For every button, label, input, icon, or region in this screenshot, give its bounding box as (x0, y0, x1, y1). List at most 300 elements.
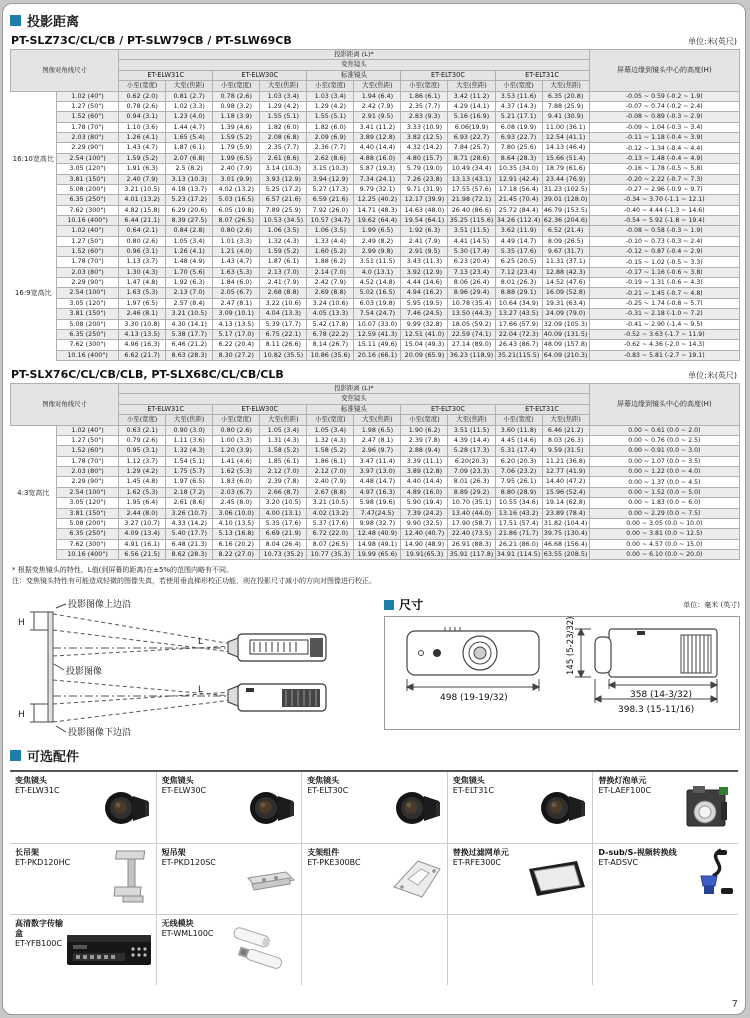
image-label: 投影图像 (66, 667, 103, 678)
dimensions-unit: 单位：毫米 (英寸) (683, 600, 740, 609)
distance-cell: 6.93 (22.7) (448, 133, 495, 143)
accessory-name: D-sub/S-视频转换线 (598, 848, 677, 858)
distance-cell: 4.41 (14.5) (448, 236, 495, 246)
projection-geometry-diagram (10, 596, 378, 738)
distance-cell: 3.30 (10.8) (119, 319, 166, 329)
distance-cell: 4.48 (14.7) (354, 477, 401, 487)
diagonal-cell: 2.03 (80") (57, 467, 119, 477)
h-range-cell: 0.00 ~ 1.37 (0.0 ~ 4.5) (589, 477, 739, 487)
table-row (11, 549, 740, 559)
distance-cell: 12.59 (41.3) (354, 329, 401, 339)
distance-cell: 1.26 (4.1) (166, 247, 213, 257)
distance-cell: 5.40 (17.7) (166, 529, 213, 539)
h-range-cell: -0.20 ~ 2.22 (-0.7 ~ 7.3) (589, 174, 739, 184)
distance-cell: 35.21(115.5) (495, 350, 542, 360)
distance-cell: 4.0 (13.1) (354, 267, 401, 277)
distance-cell: 4.40 (14.4) (354, 143, 401, 153)
distance-cell: 19.14 (62.8) (542, 498, 589, 508)
distance-cell: 1.06 (3.5) (260, 226, 307, 236)
distance-cell: 2.45 (8.0) (213, 498, 260, 508)
distance-cell: 31.23 (102.5) (543, 184, 588, 193)
distance-cell: 0.63 (2.1) (119, 425, 166, 435)
distance-cell: 8.71 (28.6) (448, 153, 495, 163)
distance-cell: 2.91 (9.5) (401, 247, 448, 257)
distance-cell: 4.01 (13.2) (119, 195, 166, 205)
distance-cell: 4.33 (14.2) (166, 518, 213, 528)
h-range-cell: 0.00 ~ 3.81 (0.0 ~ 12.5) (589, 529, 739, 539)
distance-cell: 2.35 (7.7) (401, 102, 448, 112)
diagonal-cell: 5.08 (200") (57, 319, 119, 329)
distance-cell: 1.23 (4.0) (166, 112, 213, 122)
distance-cell: 5.27 (17.3) (307, 184, 354, 194)
table-row (11, 436, 740, 446)
distance-cell: 7.95 (26.1) (495, 477, 542, 487)
distance-cell: 6.72 (22.0) (307, 529, 354, 539)
distance-cell: 4.09 (13.4) (119, 529, 166, 539)
distance-cell: 8.80 (28.9) (495, 487, 542, 497)
accessory-text (15, 919, 65, 983)
distance-cell: 14.52 (47.6) (542, 278, 589, 288)
distance-cell: 2.61 (8.6) (166, 498, 213, 508)
distance-cell: 1.06 (3.5) (307, 226, 354, 236)
distance-cell: 1.63 (5.3) (119, 288, 166, 298)
distance-cell: 5.21 (17.1) (495, 112, 542, 122)
footnote-2: 注：变焦镜头特性有可能造成轻微的图像失真，若使用垂直梯形校正功能，则在投影尺寸减小的方向对图像进行校正。 (12, 576, 376, 585)
diagonal-cell: 3.05 (120") (57, 164, 119, 174)
distance-cell: 0.81 (2.7) (166, 91, 213, 101)
distance-cell: 2.62 (8.6) (307, 153, 354, 163)
distance-cell: 1.43 (4.7) (119, 143, 166, 153)
distance-cell: 2.05 (6.7) (213, 288, 260, 298)
diagonal-cell: 2.29 (90") (57, 477, 119, 487)
h-range-cell: -0.27 ~ 2.96 (-0.9 ~ 9.7) (589, 184, 739, 194)
table-row (11, 446, 740, 456)
diagonal-cell: 1.02 (40") (57, 226, 119, 236)
distance-cell: 3.26 (10.7) (166, 508, 213, 518)
distance-cell: 8.09 (26.5) (542, 236, 589, 246)
distance-cell: 7.09 (23.3) (448, 467, 495, 477)
accessory-item (156, 914, 302, 985)
projection-distance-table-2 (10, 383, 740, 560)
distance-cell: 2.12 (7.0) (307, 467, 354, 477)
accessory-model: ET-YFB100C (15, 938, 62, 948)
distance-cell: 7.84 (25.7) (448, 143, 495, 153)
distance-cell: 4.82 (15.8) (119, 205, 166, 215)
table-row (11, 236, 740, 246)
dimensions-drawing (384, 616, 740, 730)
distance-cell: 23.89 (78.4) (542, 508, 589, 518)
distance-cell: 8.22 (27.0) (213, 549, 260, 559)
distance-cell: 3.94 (12.9) (307, 174, 354, 184)
distance-cell: 2.67 (8.8) (307, 487, 354, 497)
diagonal-cell: 1.52 (60") (57, 247, 119, 257)
distance-cell: 7.06 (23.2) (495, 467, 542, 477)
distance-cell: 8.06 (26.4) (448, 278, 495, 288)
accessory-text (162, 848, 216, 912)
table-row (11, 122, 740, 132)
distance-cell: 1.62 (5.3) (213, 467, 260, 477)
h-range-cell: -0.10 ~ 0.73 (-0.3 ~ 2.4) (589, 236, 739, 246)
distance-cell: 1.58 (5.2) (260, 446, 307, 456)
h-range-cell: -0.41 ~ 2.90 (-1.4 ~ 9.5) (589, 319, 739, 329)
distance-cell: 3.60 (11.8) (495, 425, 542, 435)
distance-cell: 17.51 (57.4) (495, 518, 542, 528)
distance-cell: 1.41 (4.6) (213, 456, 260, 466)
distance-cell: 5.90 (19.4) (401, 498, 448, 508)
diagonal-header: 图像对角线尺寸 (11, 50, 119, 92)
distance-cell: 2.39 (7.8) (401, 436, 448, 446)
table-row (11, 257, 740, 267)
distance-cell: 7.88 (25.9) (542, 102, 589, 112)
distance-cell: 3.06 (10.0) (213, 508, 260, 518)
diagonal-cell: 1.78 (70") (57, 122, 119, 132)
distance-cell: 3.51 (11.5) (448, 226, 495, 236)
distance-cell: 6.20(20.3) (448, 456, 495, 466)
distance-cell: 64.09 (210.3) (543, 350, 588, 359)
page-number: 7 (731, 999, 738, 1010)
distance-cell: 10.86 (35.6) (307, 350, 354, 360)
diagonal-cell: 2.03 (80") (57, 267, 119, 277)
distance-cell: 46.68 (156.4) (543, 539, 588, 548)
width-dim-label: 498 (19-19/32) (440, 693, 508, 704)
footnote-1: * 根据变焦镜头的特性，L值(到屏幕的距离)在±5%的范围内略有不同。 (12, 566, 234, 575)
h-range-cell: 0.00 ~ 1.52 (0.0 ~ 5.0) (589, 487, 739, 497)
distance-cell: 1.92 (6.3) (401, 226, 448, 236)
distance-cell: 6.75 (22.1) (260, 329, 307, 339)
distance-cell: 10.49 (34.4) (448, 164, 495, 174)
zoom-lens-header: 变焦镜头 (119, 60, 590, 70)
distance-cell: 1.01 (3.3) (213, 236, 260, 246)
distance-cell: 34.91 (114.5) (496, 549, 541, 558)
section-title: 投影距离 (27, 15, 80, 30)
h-range-cell: -0.08 ~ 0.89 (-0.3 ~ 2.9) (589, 112, 739, 122)
diagonal-cell: 1.52 (60") (57, 112, 119, 122)
table-row (11, 477, 740, 487)
distance-cell: 2.57 (8.4) (166, 298, 213, 308)
zoom-lens-icon (101, 784, 153, 834)
accessory-item (592, 843, 738, 914)
distance-cell: 19.31 (63.4) (542, 298, 589, 308)
distance-cell: 18.79 (61.6) (542, 164, 589, 174)
distance-cell: 7.92 (26.0) (307, 205, 354, 215)
distance-cell: 1.97 (6.5) (166, 477, 213, 487)
distance-cell: 0.94 (3.1) (119, 112, 166, 122)
unit-label-2: 单位:米(英尺) (688, 371, 737, 380)
distance-cell: 4.00 (13.1) (260, 508, 307, 518)
diagonal-cell: 6.35 (250") (57, 529, 119, 539)
optional-accessories-section (10, 746, 738, 985)
distance-cell: 3.62 (11.9) (495, 226, 542, 236)
distance-cell: 23.44 (76.9) (542, 174, 589, 184)
distance-cell: 1.95 (6.4) (119, 498, 166, 508)
distance-cell: 14.90 (48.9) (401, 539, 448, 549)
dimensions-title: 尺寸 (399, 598, 424, 613)
distance-cell: 1.87 (6.1) (260, 257, 307, 267)
distance-cell: 10.70 (35.1) (448, 498, 495, 508)
diagonal-cell: 2.54 (100") (57, 487, 119, 497)
table-row (11, 143, 740, 153)
distance-cell: 7.13 (23.4) (448, 267, 495, 277)
accessory-item (301, 772, 447, 843)
distance-cell: 14.40 (47.2) (542, 477, 589, 487)
distance-cell: 0.95 (3.1) (119, 446, 166, 456)
distance-cell: 1.94 (6.4) (354, 91, 401, 101)
distance-cell: 2.42 (7.9) (354, 102, 401, 112)
distance-cell: 5.16 (16.9) (448, 112, 495, 122)
h-range-cell: -0.25 ~ 1.74 (-0.8 ~ 5.7) (589, 298, 739, 308)
distance-cell: 24.09 (79.0) (542, 309, 589, 319)
distance-cell: 7.46 (24.5) (401, 309, 448, 319)
accessory-name: 支架组件 (307, 848, 340, 858)
table-row (11, 487, 740, 497)
distance-cell: 1.63 (5.3) (213, 267, 260, 277)
table-row (11, 518, 740, 528)
distance-cell: 3.22 (10.6) (260, 298, 307, 308)
diagonal-cell: 7.62 (300") (57, 205, 119, 215)
distance-cell: 4.32 (14.2) (401, 143, 448, 153)
min-header: 小至(宽度) (401, 81, 448, 91)
distance-cell: 6.69 (21.9) (260, 529, 307, 539)
min-header: 小至(宽度) (119, 81, 166, 91)
diagonal-cell: 2.54 (100") (57, 153, 119, 163)
model-line-2 (11, 368, 737, 381)
distance-cell: 3.51 (11.5) (354, 257, 401, 267)
distance-cell: 3.13 (10.3) (166, 174, 213, 184)
zoom-lens-icon (246, 784, 298, 834)
accessory-empty-cell (447, 914, 593, 985)
table-row (11, 267, 740, 277)
model-names-2: PT-SLX76C/CL/CB/CLB, PT-SLX68C/CL/CB/CLB (11, 368, 284, 381)
distance-cell: 12.54 (41.1) (542, 133, 589, 143)
distance-header: 投影距离 (L)* (119, 50, 590, 60)
accessory-text (598, 776, 651, 841)
distance-cell: 1.84 (6.0) (213, 278, 260, 288)
table-row (11, 112, 740, 122)
accessory-item (447, 843, 593, 914)
min-header: 小至(宽度) (495, 415, 542, 425)
distance-cell: 3.24 (10.6) (307, 298, 354, 308)
distance-cell: 2.44 (8.0) (119, 508, 166, 518)
distance-cell: 2.14 (7.0) (307, 267, 354, 277)
distance-cell: 4.91 (16.1) (119, 539, 166, 549)
distance-cell: 10.73 (35.2) (260, 549, 307, 559)
distance-cell: 10.55 (34.6) (495, 498, 542, 508)
distance-cell: 27.14 (89.0) (448, 340, 495, 350)
accessory-model: ET-ELT30C (307, 785, 349, 795)
distance-cell: 10.53 (34.5) (260, 215, 307, 225)
accessory-model: ET-ELW31C (15, 785, 60, 795)
distance-cell: 0.78 (2.6) (213, 91, 260, 101)
accessory-item (10, 843, 156, 914)
accessories-title: 可选配件 (27, 750, 80, 766)
distance-cell: 4.04 (13.3) (260, 309, 307, 319)
distance-cell: 0.62 (2.0) (119, 91, 166, 101)
depth-total-dim-label: 398.3 (15-11/16) (618, 705, 695, 716)
distance-cell: 2.5 (8.2) (166, 164, 213, 174)
distance-cell: 5.37 (17.6) (307, 518, 354, 528)
distance-cell: 39.01 (128.0) (543, 195, 588, 204)
distance-cell: 4.94 (16.2) (401, 288, 448, 298)
distance-cell: 19.54 (64.1) (401, 215, 448, 225)
distance-cell: 6.46 (21.2) (542, 425, 589, 435)
distance-cell: 1.70 (5.6) (166, 267, 213, 277)
distance-cell: 5.03 (16.5) (213, 195, 260, 205)
distance-cell: 3.14 (10.3) (260, 164, 307, 174)
distance-cell: 5.98 (19.6) (354, 498, 401, 508)
diagonal-cell: 2.29 (90") (57, 278, 119, 288)
distance-cell: 12.48 (40.9) (354, 529, 401, 539)
distance-cell: 10.57 (34.7) (307, 215, 354, 225)
distance-cell: 1.05 (3.4) (166, 236, 213, 246)
distance-cell: 3.42 (11.2) (448, 91, 495, 101)
accessory-text (15, 848, 70, 912)
distance-cell: 5.95 (19.5) (401, 298, 448, 308)
distance-cell: 7.39 (24.2) (401, 508, 448, 518)
distance-cell: 1.05 (3.4) (260, 425, 307, 435)
distance-cell: 26.21 (86.0) (495, 539, 542, 549)
distance-cell: 0.80 (2.6) (213, 226, 260, 236)
accessory-model: ET-RFE300C (452, 857, 501, 867)
distance-cell: 63.55 (208.5) (543, 549, 588, 558)
distance-cell: 35.91 (117.8) (449, 549, 494, 558)
distance-cell: 5.25 (17.2) (260, 184, 307, 194)
datasheet-page (2, 3, 746, 1015)
distance-cell: 4.37 (14.3) (495, 102, 542, 112)
distance-cell: 1.86 (6.1) (307, 456, 354, 466)
table-row (11, 91, 740, 101)
distance-cell: 5.30 (17.4) (448, 247, 495, 257)
distance-cell: 0.80 (2.6) (213, 425, 260, 435)
distance-cell: 6.62 (21.7) (119, 350, 166, 360)
distance-cell: 1.26 (4.1) (119, 133, 166, 143)
distance-cell: 6.52 (21.4) (542, 226, 589, 236)
max-header: 大至(焦距) (166, 81, 213, 91)
h-range-cell: -0.12 ~ 0.87 (-0.4 ~ 2.9) (589, 247, 739, 257)
wireless-module-icon (220, 924, 298, 978)
accessory-model: ET-LAEF100C (598, 785, 652, 795)
accessory-text (307, 776, 348, 841)
distance-cell: 3.39 (11.1) (401, 456, 448, 466)
max-header: 大至(焦距) (542, 81, 589, 91)
distance-cell: 7.54 (24.7) (354, 309, 401, 319)
diagonal-cell: 6.35 (250") (57, 329, 119, 339)
diagonal-cell: 2.03 (80") (57, 133, 119, 143)
distance-cell: 26.40 (86.6) (448, 205, 495, 215)
table-row (11, 319, 740, 329)
h-range-cell: -0.09 ~ 1.04 (-0.3 ~ 3.4) (589, 122, 739, 132)
filter-unit-icon (525, 857, 589, 903)
distance-cell: 1.44 (4.7) (166, 122, 213, 132)
table-row (11, 508, 740, 518)
long-mount-icon (109, 849, 153, 911)
table-row (11, 184, 740, 194)
distance-cell: 13.50 (44.3) (448, 309, 495, 319)
distance-cell: 6.56 (21.5) (119, 549, 166, 559)
accessory-item (156, 843, 302, 914)
distance-cell: 19.62 (64.4) (354, 215, 401, 225)
distance-cell: 18.05 (59.2) (448, 319, 495, 329)
distance-cell: 3.43 (11.3) (401, 257, 448, 267)
h-range-cell: -0.19 ~ 1.31 (-0.6 ~ 4.3) (589, 278, 739, 288)
lens-name-header: ET-ELT31C (495, 70, 589, 81)
distance-cell: 9.90 (32.5) (401, 518, 448, 528)
h-range-cell: -0.12 ~ 1.34 (-0.4 ~ 4.4) (589, 143, 739, 153)
distance-cell: 1.99 (6.5) (213, 153, 260, 163)
distance-cell: 22.04 (72.3) (495, 329, 542, 339)
h-range-cell: -0.40 ~ 4.44 (-1.3 ~ 14.6) (589, 205, 739, 215)
distance-cell: 3.89 (12.8) (354, 133, 401, 143)
distance-cell: 1.33 (4.4) (307, 236, 354, 246)
distance-cell: 8.96 (29.4) (448, 288, 495, 298)
distance-cell: 1.48 (4.9) (166, 257, 213, 267)
distance-cell: 1.90 (6.2) (401, 425, 448, 435)
distance-cell: 32.09 (105.3) (543, 319, 588, 328)
distance-cell: 5.28 (17.3) (448, 446, 495, 456)
distance-cell: 1.60 (5.2) (307, 247, 354, 257)
distance-cell: 8.11 (26.6) (260, 340, 307, 350)
distance-cell: 8.03 (26.3) (542, 436, 589, 446)
h-range-cell: -0.54 ~ 5.92 (-1.8 ~ 19.4) (589, 215, 739, 225)
distance-cell: 12.17 (39.9) (401, 195, 448, 205)
distance-cell: 26.91 (88.3) (448, 539, 495, 549)
distance-cell: 3.27 (10.7) (119, 518, 166, 528)
distance-cell: 3.97 (13.0) (354, 467, 401, 477)
distance-cell: 2.40 (7.9) (213, 164, 260, 174)
max-header: 大至(焦距) (542, 415, 589, 425)
distance-cell: 12.51 (41.0) (401, 329, 448, 339)
distance-cell: 2.96 (9.7) (354, 446, 401, 456)
accessory-model: ET-PKD120HC (15, 857, 71, 867)
table-row (11, 164, 740, 174)
table-row (11, 467, 740, 477)
distance-cell: 8.01 (26.3) (448, 477, 495, 487)
distance-cell: 13.27 (43.5) (495, 309, 542, 319)
section-bullet-icon (384, 600, 394, 610)
distance-cell: 22.59 (74.1) (448, 329, 495, 339)
distance-cell: 7.26 (23.8) (401, 174, 448, 184)
distance-cell: 3.41 (11.2) (354, 122, 401, 132)
distance-cell: 9.67 (31.7) (542, 247, 589, 257)
distance-cell: 6.20 (20.3) (495, 456, 542, 466)
accessory-name: 长吊架 (15, 848, 39, 858)
distance-cell: 21.98 (72.1) (448, 195, 495, 205)
side-view-drawing (595, 629, 717, 677)
distance-cell: 34.26 (112.4) (496, 215, 541, 224)
distance-cell: 4.45 (14.6) (495, 436, 542, 446)
diagonal-cell: 2.29 (90") (57, 143, 119, 153)
distance-cell: 15.11 (49.6) (354, 340, 401, 350)
distance-cell: 16.09 (52.8) (542, 288, 589, 298)
distance-cell: 8.04 (26.4) (260, 539, 307, 549)
h-range-cell: 0.00 ~ 6.10 (0.0 ~ 20.0) (589, 549, 739, 559)
distance-cell: 1.55 (5.1) (307, 112, 354, 122)
diagonal-cell: 5.08 (200") (57, 184, 119, 194)
distance-cell: 4.02 (13.2) (213, 184, 260, 194)
distance-cell: 6.57 (21.6) (260, 195, 307, 205)
distance-cell: 3.01 (9.9) (213, 174, 260, 184)
distance-cell: 6.48 (21.3) (166, 539, 213, 549)
distance-cell: 0.80 (2.6) (119, 236, 166, 246)
projector-top-drawing (228, 634, 326, 661)
distance-cell: 1.79 (5.9) (213, 143, 260, 153)
distance-cell: 1.62 (5.3) (119, 487, 166, 497)
distance-cell: 14.13 (46.4) (542, 143, 589, 153)
min-header: 小至(宽度) (307, 415, 354, 425)
accessory-model: ET-WML100C (161, 928, 214, 938)
h-range-cell: 0.00 ~ 0.91 (0.0 ~ 3.0) (589, 446, 739, 456)
front-view-drawing (407, 627, 539, 675)
digital-box-icon (65, 927, 153, 975)
